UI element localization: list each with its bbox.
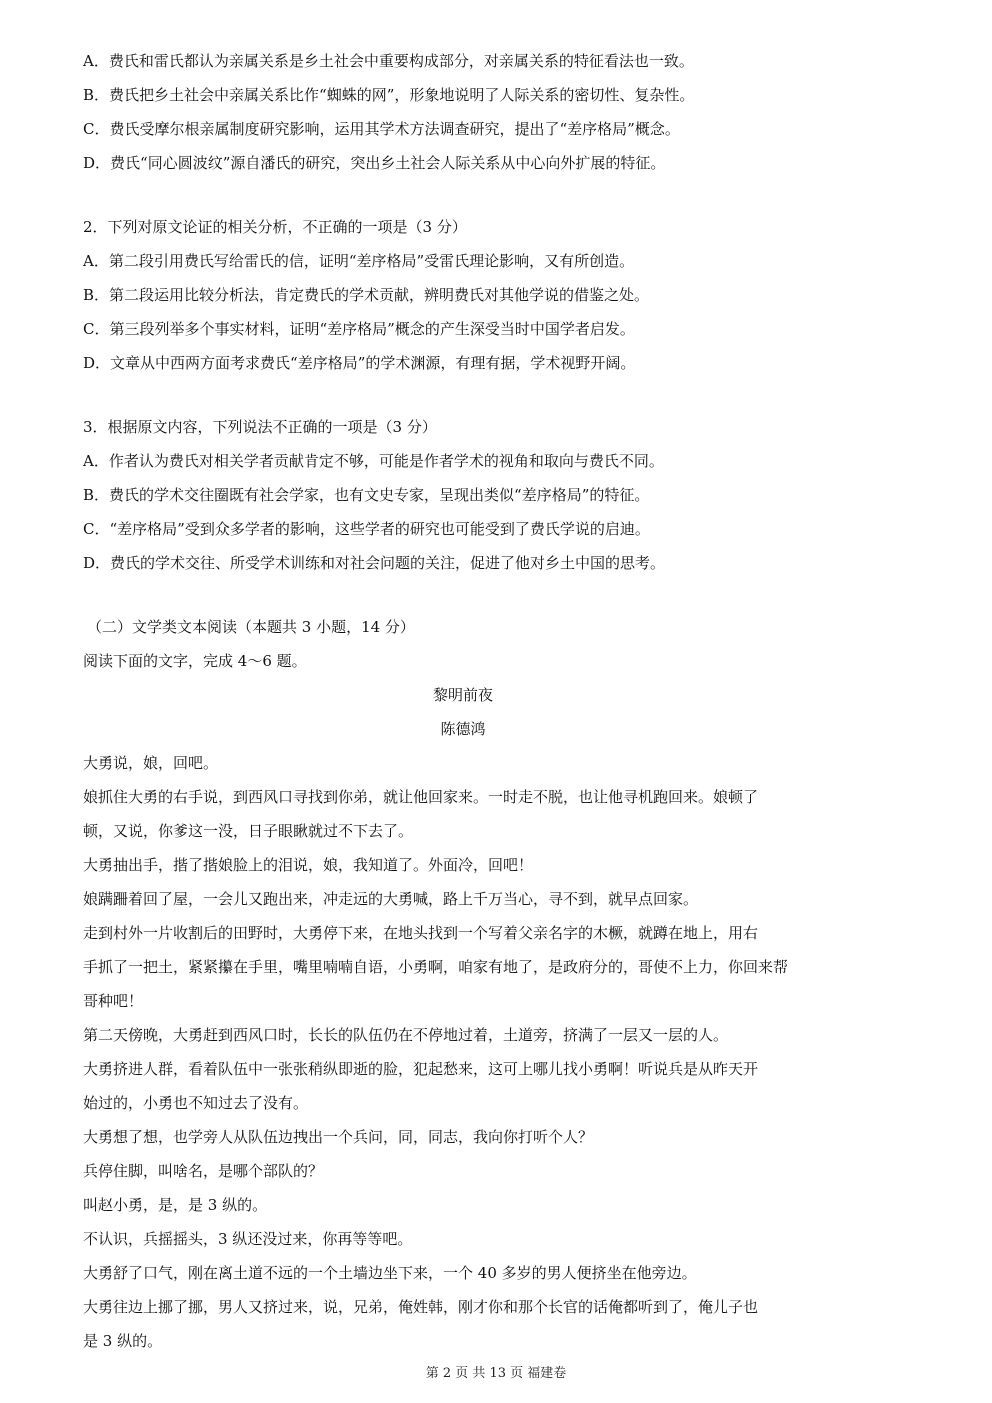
spacer (83, 380, 883, 410)
document-page (83, 44, 883, 1358)
story-line: 大勇舒了口气，刚在离土道不远的一个土墙边坐下来，一个 40 多岁的男人便挤坐在他旁边。 (83, 1264, 697, 1282)
q2-option-c: C．第三段列举多个事实材料，证明“差序格局”概念的产生深受当时中国学者启发。 (83, 320, 635, 338)
story-line: 第二天傍晚，大勇赶到西风口时，长长的队伍仍在不停地过着，土道旁，挤满了一层又一层的人。 (83, 1026, 729, 1044)
story-line: 大勇想了想，也学旁人从队伍边拽出一个兵问，同，同志，我向你打听个人？ (83, 1128, 594, 1146)
story-line: 大勇说，娘，回吧。 (83, 754, 219, 772)
story-line: 叫赵小勇，是，是 3 纵的。 (83, 1196, 268, 1214)
story-line: 始过的，小勇也不知过去了没有。 (83, 1094, 309, 1112)
page-footer: 第 2 页 共 13 页 福建卷 (425, 1366, 567, 1381)
q3-option-b: B．费氏的学术交往圈既有社会学家，也有文史专家，呈现出类似“差序格局”的特征。 (83, 486, 650, 504)
story-line: 是 3 纵的。 (83, 1332, 163, 1350)
story-line: 手抓了一把土，紧紧攥在手里，嘴里喃喃自语，小勇啊，咱家有地了，是政府分的，哥使不上力，你回来帮 (83, 958, 789, 976)
story-line: 哥种吧！ (83, 992, 144, 1010)
q2-option-a: A．第二段引用费氏写给雷氏的信，证明“差序格局”受雷氏理论影响，又有所创造。 (83, 252, 635, 270)
q1-option-d: D．费氏“同心圆波纹”源自潘氏的研究，突出乡土社会人际关系从中心向外扩展的特征。 (83, 154, 666, 172)
question-3 (83, 410, 883, 580)
story-line: 不认识，兵摇摇头，3 纵还没过来，你再等等吧。 (83, 1230, 413, 1248)
q3-option-a: A．作者认为费氏对相关学者贡献肯定不够，可能是作者学术的视角和取向与费氏不同。 (83, 452, 664, 470)
q1-option-b: B．费氏把乡土社会中亲属关系比作“蜘蛛的网”，形象地说明了人际关系的密切性、复杂性。 (83, 86, 695, 104)
section-literary-reading (83, 610, 883, 1358)
story-line: 娘抓住大勇的右手说，到西风口寻找到你弟，就让他回家来。一时走不脱，也让他寻机跑回来。娘顿了 (83, 788, 759, 806)
story-line: 娘蹒跚着回了屋，一会儿又跑出来，冲走远的大勇喊，路上千万当心，寻不到，就早点回家。 (83, 890, 699, 908)
story-line: 走到村外一片收割后的田野时，大勇停下来，在地头找到一个写着父亲名字的木橛，就蹲在地上，用右 (83, 924, 759, 942)
question-1-options (83, 44, 883, 180)
q3-stem: 3．根据原文内容，下列说法不正确的一项是（3 分） (83, 418, 437, 436)
q2-stem: 2．下列对原文论证的相关分析，不正确的一项是（3 分） (83, 218, 467, 236)
story-author: 陈德鸿 (440, 720, 486, 738)
q3-option-c: C．“差序格局”受到众多学者的影响，这些学者的研究也可能受到了费氏学说的启迪。 (83, 520, 650, 538)
story-line: 兵停住脚，叫啥名，是哪个部队的？ (83, 1162, 324, 1180)
q2-option-b: B．第二段运用比较分析法，肯定费氏的学术贡献，辨明费氏对其他学说的借鉴之处。 (83, 286, 650, 304)
spacer (83, 180, 883, 210)
section-instruction: 阅读下面的文字，完成 4～6 题。 (83, 652, 307, 670)
story-line: 大勇挤进人群，看着队伍中一张张稍纵即逝的脸，犯起愁来，这可上哪儿找小勇啊！听说兵是从昨天开 (83, 1060, 759, 1078)
q1-option-c: C．费氏受摩尔根亲属制度研究影响，运用其学术方法调查研究，提出了“差序格局”概念。 (83, 120, 680, 138)
question-2 (83, 210, 883, 380)
story-line: 顿，又说，你爹这一没，日子眼瞅就过不下去了。 (83, 822, 414, 840)
story-body (83, 746, 883, 1358)
q1-option-a: A．费氏和雷氏都认为亲属关系是乡土社会中重要构成部分，对亲属关系的特征看法也一致。 (83, 52, 694, 70)
q2-option-d: D．文章从中西两方面考求费氏“差序格局”的学术渊源，有理有据，学术视野开阔。 (83, 354, 636, 372)
section-heading: （二）文学类文本阅读（本题共 3 小题，14 分） (87, 618, 415, 636)
story-line: 大勇往边上挪了挪，男人又挤过来，说，兄弟，俺姓韩，刚才你和那个长官的话俺都听到了，俺儿子也 (83, 1298, 759, 1316)
story-line: 大勇抽出手，揩了揩娘脸上的泪说，娘，我知道了。外面冷，回吧！ (83, 856, 534, 874)
story-title: 黎明前夜 (432, 686, 493, 704)
q3-option-d: D．费氏的学术交往、所受学术训练和对社会问题的关注，促进了他对乡土中国的思考。 (83, 554, 666, 572)
spacer (83, 580, 883, 610)
